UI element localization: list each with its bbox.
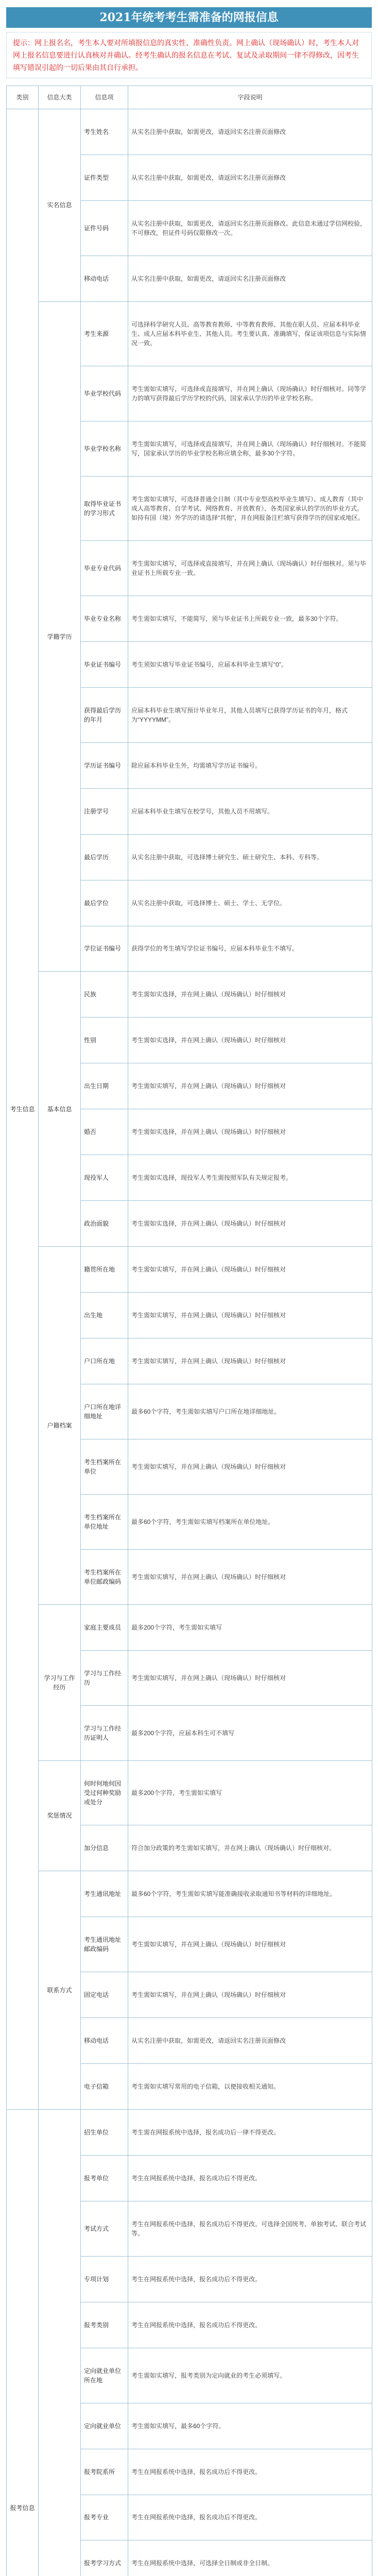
header-field: 信息项 [81,86,128,109]
notice-label: 提示： [13,39,35,47]
description-cell: 从实名注册中获取，如需更改，请返回实名注册页面修改 [128,256,372,301]
info-table [6,86,372,2576]
description-cell: 考生需如实填写，并在网上确认（现场确认）时仔细核对 [128,1972,372,2018]
field-cell: 政治面貌 [81,1201,128,1247]
description-cell: 考生需如实填写，并在网上确认（现场确认）时仔细核对 [128,1917,372,1972]
description-cell: 考生在网报系统中选择，报名成功后不得更改。 [128,2155,372,2201]
table-row [7,301,372,366]
group-cell: 奖惩情况 [39,1760,81,1871]
field-cell: 出生地 [81,1293,128,1338]
description-cell: 获得学位的考生填写学位证书编号，应届本科毕业生不填写。 [128,926,372,972]
field-cell: 考生档案所在单位地址 [81,1495,128,1550]
group-cell: 联系方式 [39,1871,81,2109]
description-cell: 考生在网报系统中选择，报名成功后不得更改。 [128,2256,372,2302]
field-cell: 招生单位 [81,2109,128,2155]
description-cell: 考生需如实填写，可选择或直接填写，并在网上确认（现场确认）时仔细核对。须与毕业证书上所载专业一致。 [128,540,372,596]
category-cell: 考生信息 [7,109,39,2110]
group-cell: 基本信息 [39,972,81,1247]
description-cell: 考生需如实选择，并在网上确认（现场确认）时仔细核对 [128,1109,372,1155]
notice-text: 网上报名名，考生本人要对所填报信息的真实性、准确性负责。网上确认（现场确认）时，考生本人对网上报名信息要进行认真核对并确认。经考生确认的报名信息在考试、复试及录取期间一律不得修改，因考生填写错误引起的一切后果由其自行承担。 [13,39,359,72]
field-cell: 考生档案所在单位邮政编码 [81,1550,128,1605]
header-group: 信息大类 [39,86,81,109]
table-row [7,109,372,155]
field-cell: 民族 [81,972,128,1018]
group-cell: 学籍学历 [39,301,81,972]
description-cell: 考生需如实填写常用的电子信箱，以便接收相关通知。 [128,2063,372,2109]
description-cell: 考生需如实选择，现役军人考生需按照军队有关规定报考。 [128,1155,372,1201]
field-cell: 定向就业单位 [81,2403,128,2449]
field-cell: 毕业专业名称 [81,596,128,641]
field-cell: 性别 [81,1018,128,1063]
field-cell: 考生档案所在单位 [81,1439,128,1495]
description-cell: 符合加分政策的考生需如实填写，并在网上确认（现场确认）时仔细核对。 [128,1825,372,1871]
description-cell: 可选择科学研究人员、高等教育教师、中等教育教师、其他在职人员、应届本科毕业生、成人应届本科毕业生、其他人员。考生要认真、准确填写，保证该项信息与实际情况一致。 [128,301,372,366]
description-cell: 从实名注册中获取，如需更改，请返回实名注册页面修改。此信息未通过学信网校验，不可修改，但证件号码仅限修改一次。 [128,200,372,256]
field-cell: 考生来源 [81,301,128,366]
category-cell: 报考信息 [7,2109,39,2576]
field-cell: 报考类别 [81,2302,128,2348]
description-cell: 考生需如实填写，不能简写，须与毕业证书上所载专业一致，最多30个字符。 [128,596,372,641]
description-cell: 考生需如实填写，并在网上确认（现场确认）时仔细核对 [128,1063,372,1109]
description-cell: 考生需如实填写，最多60个字符。 [128,2403,372,2449]
group-cell: 学习与工作经历 [39,1605,81,1761]
table-row [7,1247,372,1293]
description-cell: 考生在网报系统中选择，报名成功后不得更改。 [128,2449,372,2495]
field-cell: 婚否 [81,1109,128,1155]
description-cell: 从实名注册中获取，如需更改，请返回实名注册页面修改 [128,2018,372,2063]
description-cell: 考生需如实填写，可选择或直接填写，并在网上确认（现场确认）时仔细核对。不能简写，国家承认学历的毕业学校名称应填全称，最多30个字符。 [128,421,372,476]
field-cell: 报考学习方式 [81,2540,128,2576]
description-cell: 应届本科毕业生填写在校学号，其他人员不用填写。 [128,788,372,834]
description-cell: 应届本科毕业生填写预计毕业年月，其他人员填写已获得学历证书的年月，格式为“YYYYMM”。 [128,687,372,742]
description-cell: 最多60个字符，考生需如实填写户口所在地详细地址。 [128,1384,372,1439]
table-body [7,109,372,2576]
field-cell: 考生姓名 [81,109,128,155]
description-cell: 最多200个字符，考生需如实填写 [128,1760,372,1825]
field-cell: 定向就业单位所在地 [81,2348,128,2403]
field-cell: 专项计划 [81,2256,128,2302]
description-cell: 从实名注册中获取，如需更改，请返回实名注册页面修改 [128,155,372,200]
table-header-row [7,86,372,109]
field-cell: 取得毕业证书的学习形式 [81,476,128,540]
field-cell: 获得最后学历的年月 [81,687,128,742]
field-cell: 何时何地何因受过何种奖励或处分 [81,1760,128,1825]
description-cell: 考生需如实填写，并在网上确认（现场确认）时仔细核对 [128,1550,372,1605]
table-row [7,2109,372,2155]
description-cell: 考生需如实填写，可选择普通全日制（其中专业型高校毕业生填写）、成人教育（其中成人高等教育、自学考试、网络教育、开放教育）、各类国家承认的学历的毕业方式。如持有国（境）外学历的请选择“其他”，并在网报备注栏填写获得学历的国家或地区。 [128,476,372,540]
field-cell: 家庭主要成员 [81,1605,128,1651]
description-cell: 考生需如实填写，并在网上确认（现场确认）时仔细核对 [128,1651,372,1706]
field-cell: 最后学历 [81,834,128,880]
field-cell: 毕业专业代码 [81,540,128,596]
field-cell: 移动电话 [81,256,128,301]
description-cell: 考生需如实填写，报考类别为定向就业的考生必须填写。 [128,2348,372,2403]
field-cell: 报考院系所 [81,2449,128,2495]
description-cell: 最多200个字符，考生需如实填写 [128,1605,372,1651]
field-cell: 毕业学校代码 [81,366,128,421]
description-cell: 考生需在网报系统中选择，报名成功后一律不得更改。 [128,2109,372,2155]
field-cell: 户口所在地详细地址 [81,1384,128,1439]
page-title: 2021年统考考生需准备的网报信息 [6,7,372,28]
description-cell: 考生需如实填写，可选择或直接填写，并在网上确认（现场确认）时仔细核对。同等学力的填写获得最后学历学校的代码，国家承认学历的毕业学校名称。 [128,366,372,421]
description-cell: 从实名注册中获取，如需更改，请返回实名注册页面修改 [128,109,372,155]
field-cell: 证件类型 [81,155,128,200]
field-cell: 学历证书编号 [81,742,128,788]
field-cell: 报考单位 [81,2155,128,2201]
field-cell: 籍贯所在地 [81,1247,128,1293]
description-cell: 考生须如实填写毕业证书编号，应届本科毕业生填写“0”。 [128,641,372,687]
field-cell: 学位证书编号 [81,926,128,972]
field-cell: 毕业证书编号 [81,641,128,687]
header-description: 字段说明 [128,86,372,109]
notice-box [6,32,372,78]
description-cell: 考生需如实填写，并在网上确认（现场确认）时仔细核对 [128,1247,372,1293]
field-cell: 移动电话 [81,2018,128,2063]
group-cell [39,2109,81,2576]
field-cell: 毕业学校名称 [81,421,128,476]
description-cell: 考生需如实填写，并在网上确认（现场确认）时仔细核对 [128,1439,372,1495]
group-cell: 户籍档案 [39,1247,81,1605]
group-cell: 实名信息 [39,109,81,302]
field-cell: 固定电话 [81,1972,128,2018]
field-cell: 证件号码 [81,200,128,256]
field-cell: 户口所在地 [81,1338,128,1384]
description-cell: 最多60个字符，考生需如实填写能准确接收录取通知书等材料的详细地址。 [128,1871,372,1917]
field-cell: 加分信息 [81,1825,128,1871]
description-cell: 考生在网报系统中选择，报名成功后不得更改。 [128,2302,372,2348]
description-cell: 除应届本科毕业生外，均需填写学历证书编号。 [128,742,372,788]
field-cell: 注册学号 [81,788,128,834]
field-cell: 报考专业 [81,2495,128,2540]
description-cell: 考生需如实选择，并在网上确认（现场确认）时仔细核对 [128,1018,372,1063]
header-category: 类别 [7,86,39,109]
table-row [7,1760,372,1825]
description-cell: 最多60个字符，考生需如实填写档案所在单位地址。 [128,1495,372,1550]
table-row [7,1871,372,1917]
field-cell: 学习与工作经历证明人 [81,1706,128,1761]
field-cell: 考生通讯地址 [81,1871,128,1917]
field-cell: 出生日期 [81,1063,128,1109]
description-cell: 从实名注册中获取，可选择博士研究生、硕士研究生、本科、专科等。 [128,834,372,880]
field-cell: 考试方式 [81,2201,128,2256]
field-cell: 最后学位 [81,880,128,926]
field-cell: 学习与工作经历 [81,1651,128,1706]
field-cell: 现役军人 [81,1155,128,1201]
description-cell: 考生在网报系统中选择，可选择全日制或非全日制。 [128,2540,372,2576]
description-cell: 从实名注册中获取，可选择博士、硕士、学士、无学位。 [128,880,372,926]
table-row [7,1605,372,1651]
description-cell: 最多200个字符，应届本科生可不填写 [128,1706,372,1761]
description-cell: 考生需如实填写，并在网上确认（现场确认）时仔细核对 [128,1293,372,1338]
description-cell: 考生在网报系统中选择，报名成功后不得更改。可选择全国统考、单独考试、联合考试等。 [128,2201,372,2256]
field-cell: 考生通讯地址邮政编码 [81,1917,128,1972]
description-cell: 考生需如实填写，并在网上确认（现场确认）时仔细核对 [128,1338,372,1384]
field-cell: 电子信箱 [81,2063,128,2109]
description-cell: 考生需如实选择，并在网上确认（现场确认）时仔细核对 [128,1201,372,1247]
table-row [7,972,372,1018]
description-cell: 考生需如实选择，并在网上确认（现场确认）时仔细核对 [128,972,372,1018]
description-cell: 考生在网报系统中选择，报名成功后不得更改。 [128,2495,372,2540]
